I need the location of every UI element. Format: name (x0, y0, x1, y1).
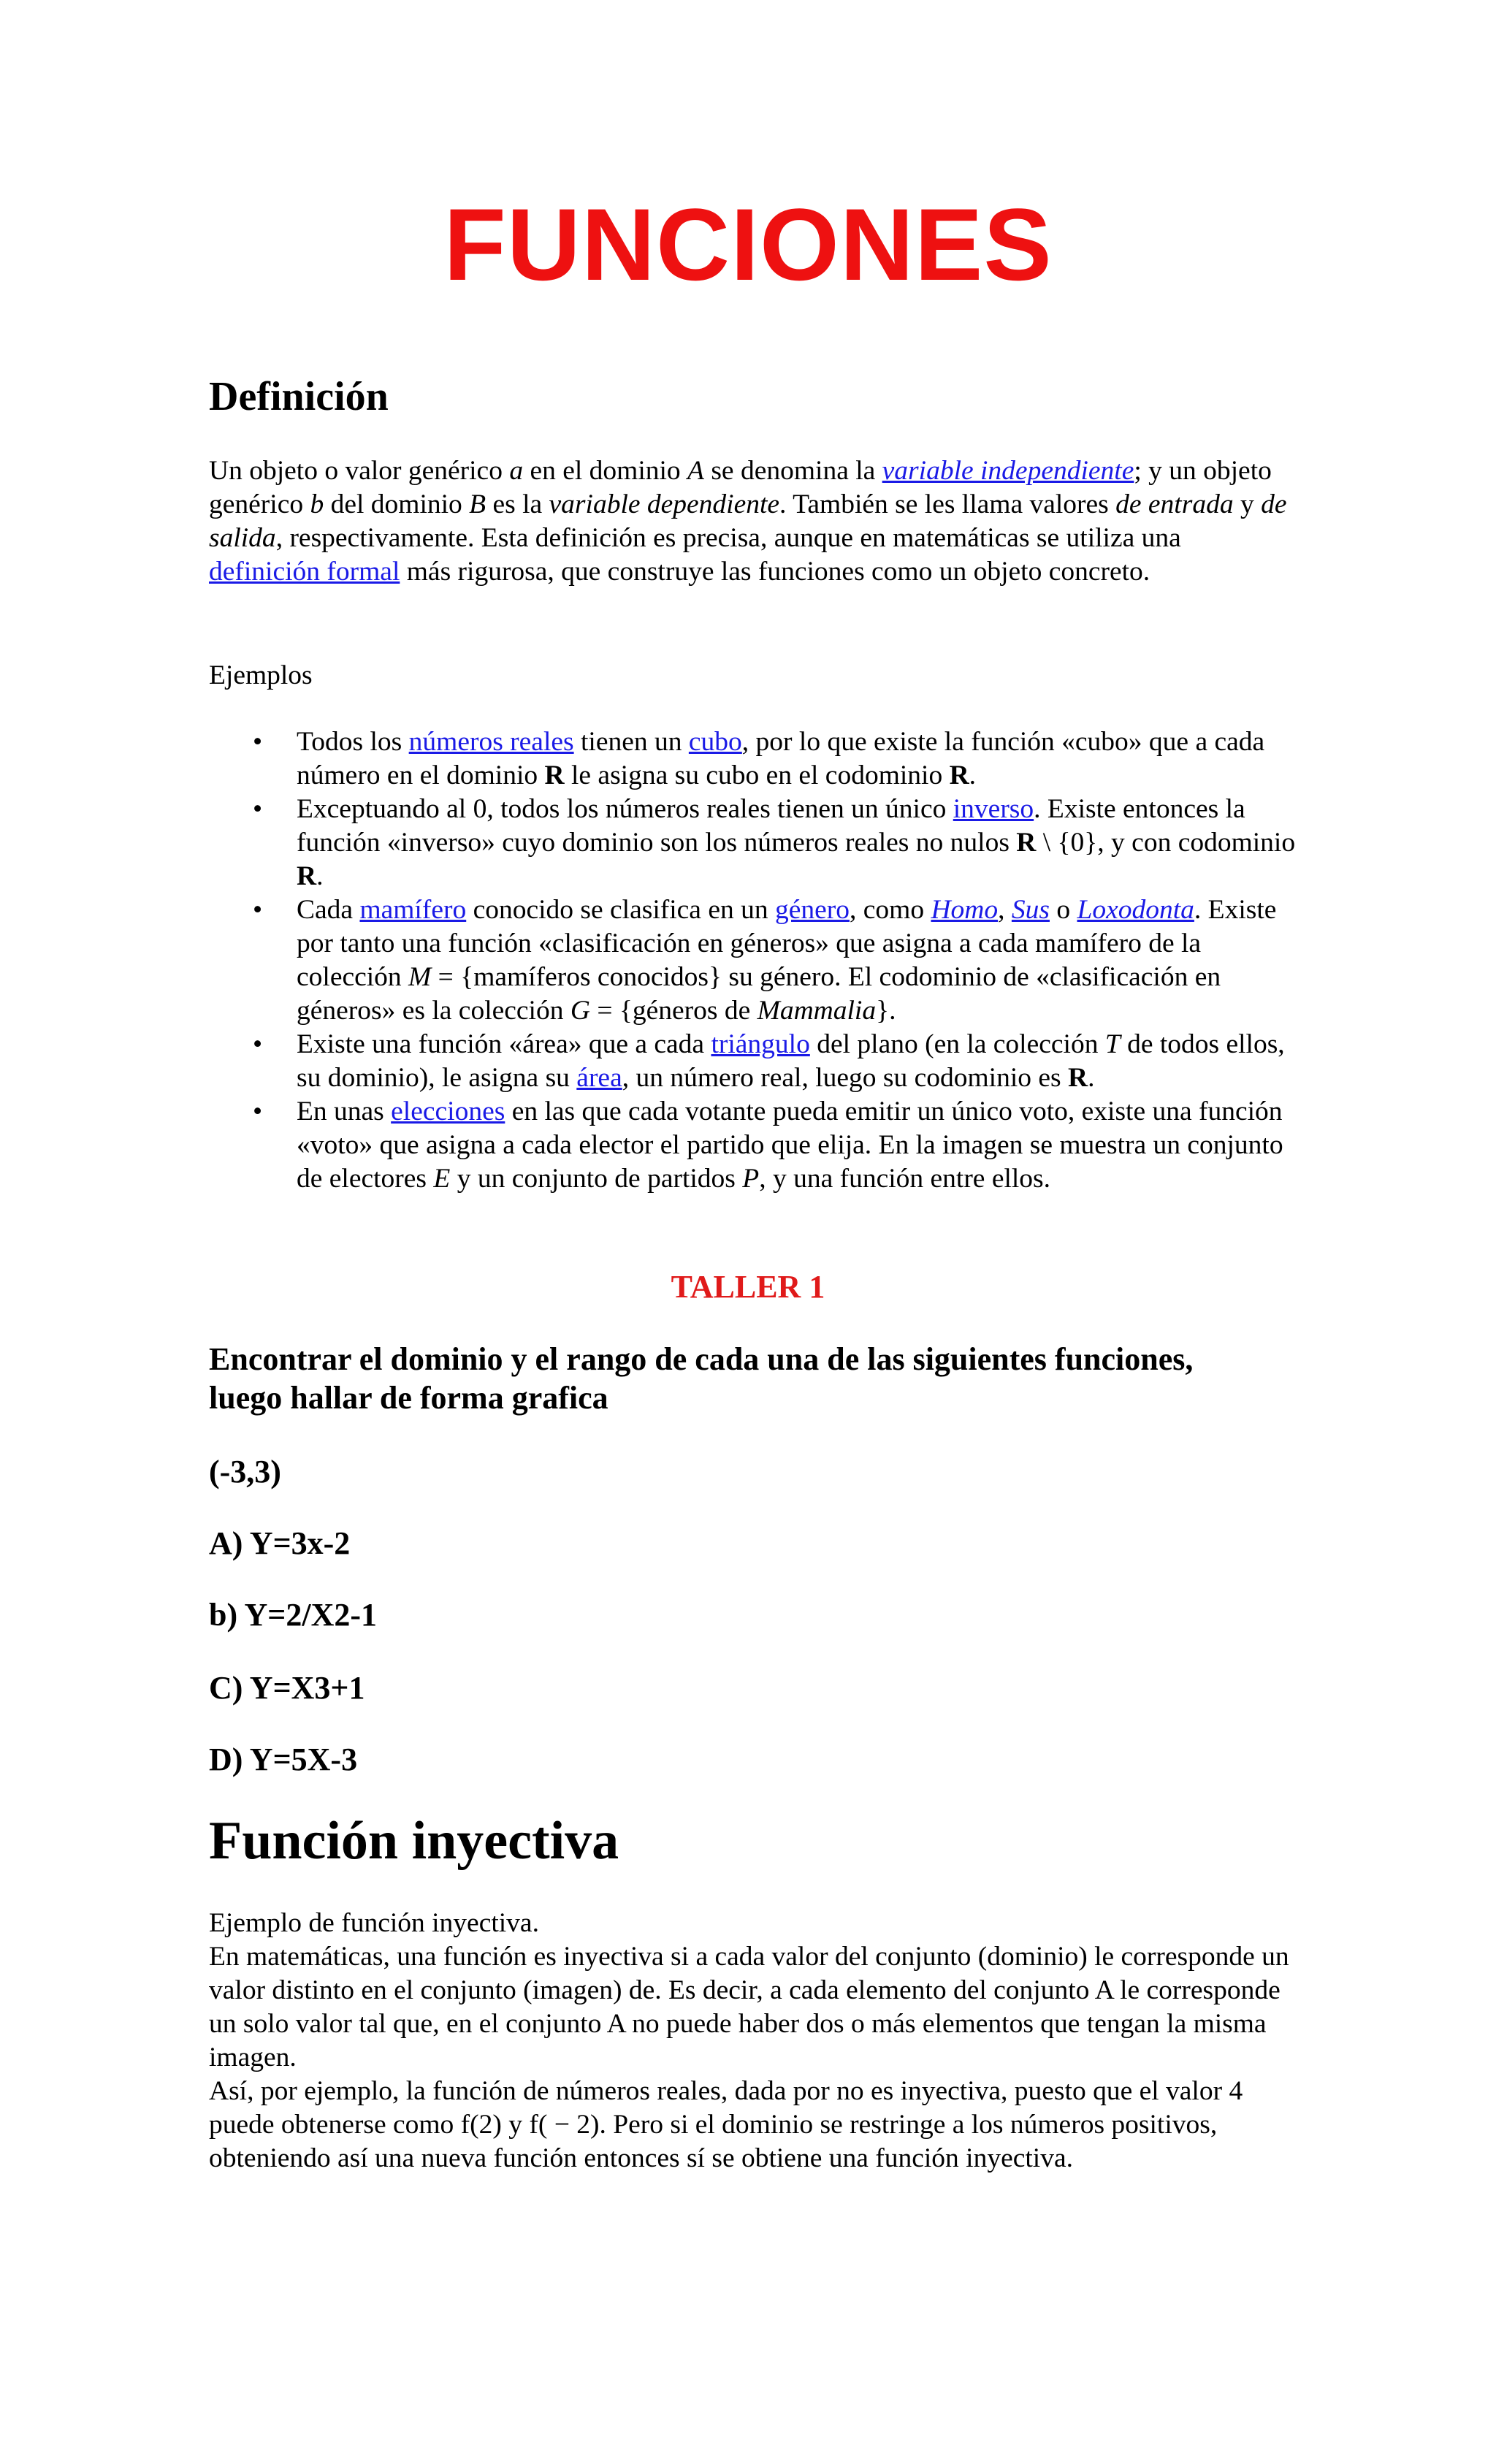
link-inverso[interactable]: inverso (953, 794, 1034, 824)
taller-item-d: D) Y=5X-3 (209, 1742, 358, 1777)
examples-label: Ejemplos (209, 660, 313, 690)
taller-item-a: A) Y=3x-2 (209, 1525, 351, 1561)
inyectiva-paragraph-1: En matemáticas, una función es inyectiva si a cada valor del conjunto (dominio) le corresponde un valor distinto en el conjunto (imagen) de. Es decir, a cada elemento del conjunto A le corresponde un solo valor tal que, en el conjunto A no puede haber dos o más elementos que tengan la misma imagen. (209, 1942, 1289, 2072)
inyectiva-paragraph-2: Así, por ejemplo, la función de números reales, dada por no es inyectiva, puesto que el valor 4 puede obtenerse como f(2) y f( − 2). Pero si el dominio se restringe a los números positivos, obteniendo así una nueva función entonces sí se obtiene una función inyectiva. (209, 2076, 1243, 2173)
link-triangulo[interactable]: triángulo (711, 1029, 810, 1059)
inyectiva-heading: Función inyectiva (209, 1811, 619, 1871)
page-title: FUNCIONES (443, 187, 1053, 302)
list-item: • Todos los números reales tienen un cubo, por lo que existe la función «cubo» que a cada número en el dominio R le asigna su cubo en el codominio R. (209, 725, 1297, 793)
taller-instruction: Encontrar el dominio y el rango de cada una de las siguientes funciones, luego hallar de forma grafica (209, 1341, 1194, 1416)
link-numeros-reales[interactable]: números reales (408, 727, 574, 757)
list-item: • Existe una función «área» que a cada triángulo del plano (en la colección T de todos ellos, su dominio), le asigna su área, un número real, luego su codominio es R. (209, 1028, 1297, 1095)
link-mamifero[interactable]: mamífero (359, 895, 467, 925)
link-genero[interactable]: género (774, 895, 850, 925)
link-elecciones[interactable]: elecciones (391, 1096, 505, 1126)
link-cubo[interactable]: cubo (688, 727, 742, 757)
inyectiva-caption: Ejemplo de función inyectiva. (209, 1908, 539, 1938)
list-item: • Cada mamífero conocido se clasifica en un género, como Homo, Sus o Loxodonta. Existe por tanto una función «clasificación en géneros» que asigna a cada mamífero de la colección M = {mamíferos conocidos} su género. El codominio de «clasificación en géneros» es la colección G = {géneros de Mammalia}. (209, 893, 1297, 1028)
link-homo[interactable]: Homo (931, 895, 999, 925)
link-definicion-formal[interactable]: definición formal (209, 557, 400, 587)
link-sus[interactable]: Sus (1011, 895, 1050, 925)
examples-list (209, 725, 1297, 1196)
link-area[interactable]: área (576, 1063, 622, 1093)
list-item: • En unas elecciones en las que cada votante pueda emitir un único voto, existe una función «voto» que asigna a cada elector el partido que elija. En la imagen se muestra un conjunto de electores E y un conjunto de partidos P, y una función entre ellos. (209, 1095, 1297, 1196)
definition-heading: Definición (209, 374, 389, 419)
definition-paragraph: Un objeto o valor genérico a en el dominio A se denomina la variable independiente; y un objeto genérico b del dominio B es la variable dependiente. También se les llama valores de entrada y de salida, respectivamente. Esta definición es precisa, aunque en matemáticas se utiliza una definición formal más rigurosa, que construye las funciones como un objeto concreto. (209, 456, 1287, 587)
taller-title: TALLER 1 (671, 1269, 825, 1305)
link-loxodonta[interactable]: Loxodonta (1077, 895, 1194, 925)
taller-item-c: C) Y=X3+1 (209, 1670, 365, 1706)
list-item: • Exceptuando al 0, todos los números reales tienen un único inverso. Existe entonces la función «inverso» cuyo dominio son los números reales no nulos R \ {0}, y con codominio R. (209, 793, 1297, 893)
taller-interval: (-3,3) (209, 1454, 281, 1490)
taller-item-b: b) Y=2/X2-1 (209, 1597, 377, 1633)
link-variable-independiente[interactable]: variable independiente (882, 456, 1134, 486)
